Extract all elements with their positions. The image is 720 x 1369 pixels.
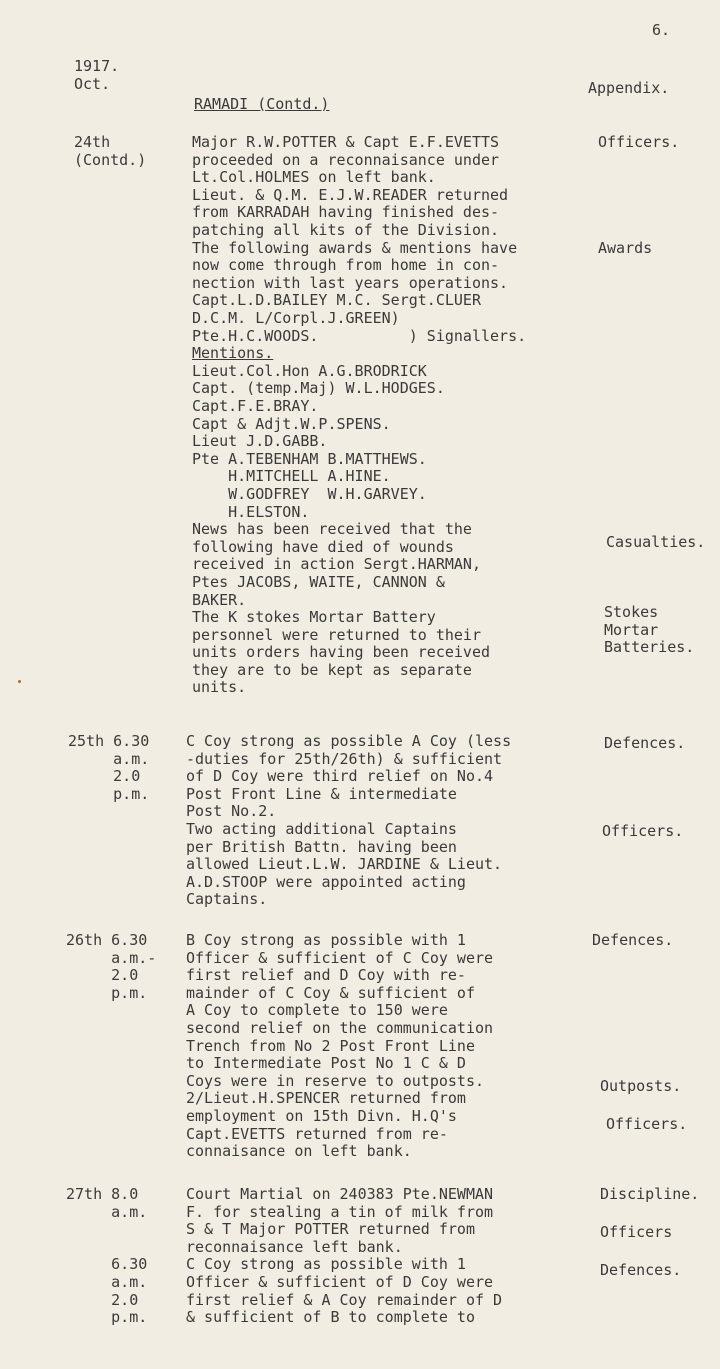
side-note: Officers. <box>602 822 684 840</box>
side-note: Defences. <box>604 734 686 752</box>
side-note: Officers. <box>598 133 680 151</box>
appendix-heading: Appendix. <box>588 79 670 97</box>
side-note: Defences. <box>600 1261 682 1279</box>
place-heading: RAMADI (Contd.) <box>194 95 330 113</box>
entry-date: 26th 6.30 a.m.- 2.0 p.m. <box>66 931 157 1002</box>
side-note: Officers. <box>606 1115 688 1133</box>
side-note: Officers <box>600 1223 673 1241</box>
side-note: Defences. <box>592 931 674 949</box>
entry-text: Court Martial on 240383 Pte.NEWMAN F. for stealing a tin of milk from S & T Major POTTER returned from reconnaisance left bank. C Coy strong as possible with 1 Officer & sufficient of D Coy were first relief & A Coy remainder of D & sufficient of B to complete to <box>186 1185 503 1327</box>
entry-text: B Coy strong as possible with 1 Officer & sufficient of C Coy were first relief and D Coy with re- mainder of C Coy & sufficient of A Coy to complete to 150 were second relief on the communication Trench from No 2 Post Front Line to Intermediate Post No 1 C & D Coys were in reserve to outposts. 2/Lieut.H.SPENCER returned from employment on 15th Divn. H.Q's Capt.EVETTS returned from re- connaisance on left bank. <box>186 931 494 1161</box>
side-note: Stokes Mortar Batteries. <box>604 603 695 657</box>
paper-speck <box>18 680 21 683</box>
entry-date: 27th 8.0 a.m. 6.30 a.m. 2.0 p.m. <box>66 1185 148 1327</box>
side-note: Awards <box>598 239 653 257</box>
entry-text: C Coy strong as possible A Coy (less -duties for 25th/26th) & sufficient of D Coy were third relief on No.4 Post Front Line & intermediate Post No.2. Two acting additional Captains per British Battn. having been allowed Lieut.L.W. JARDINE & Lieut. A.D.STOOP were appointed acting Captains. <box>186 732 512 909</box>
mentions-heading: Mentions. <box>192 344 274 363</box>
entry-date: 25th 6.30 a.m. 2.0 p.m. <box>68 732 150 803</box>
entry-text: Major R.W.POTTER & Capt E.F.EVETTS proceeded on a reconnaisance under Lt.Col.HOLMES on left bank. Lieut. & Q.M. E.J.W.READER returned from KARRADAH having finished des- patching all kits of the Division. The following awards & mentions have now come through from home in con- nection with last years operations. Capt.L.D.BAILEY M.C. Sergt.CLUER D.C.M. L/Corpl.J.GREEN) Pte.H.C.WOODS. ) Signallers. <box>192 133 527 345</box>
side-note: Discipline. <box>600 1185 700 1203</box>
year-month: 1917. Oct. <box>74 57 120 93</box>
side-note: Outposts. <box>600 1077 682 1095</box>
side-note: Casualties. <box>606 533 706 551</box>
entry-date: 24th (Contd.) <box>74 133 147 169</box>
entry-text-mentions: Lieut.Col.Hon A.G.BRODRICK Capt. (temp.Maj) W.L.HODGES. Capt.F.E.BRAY. Capt & Adjt.W.P.SPENS. Lieut J.D.GABB. Pte A.TEBENHAM B.MATTHEWS. H.MITCHELL A.HINE. W.GODFREY W.H.GARVEY. H.ELSTON. News has been received that the following have died of wounds received in action Sergt.HARMAN, Ptes JACOBS, WAITE, CANNON & BAKER. The K stokes Mortar Battery personnel were returned to their units orders having been received they are to be kept as separate units. <box>192 361 491 697</box>
page-number: 6. <box>652 21 671 39</box>
